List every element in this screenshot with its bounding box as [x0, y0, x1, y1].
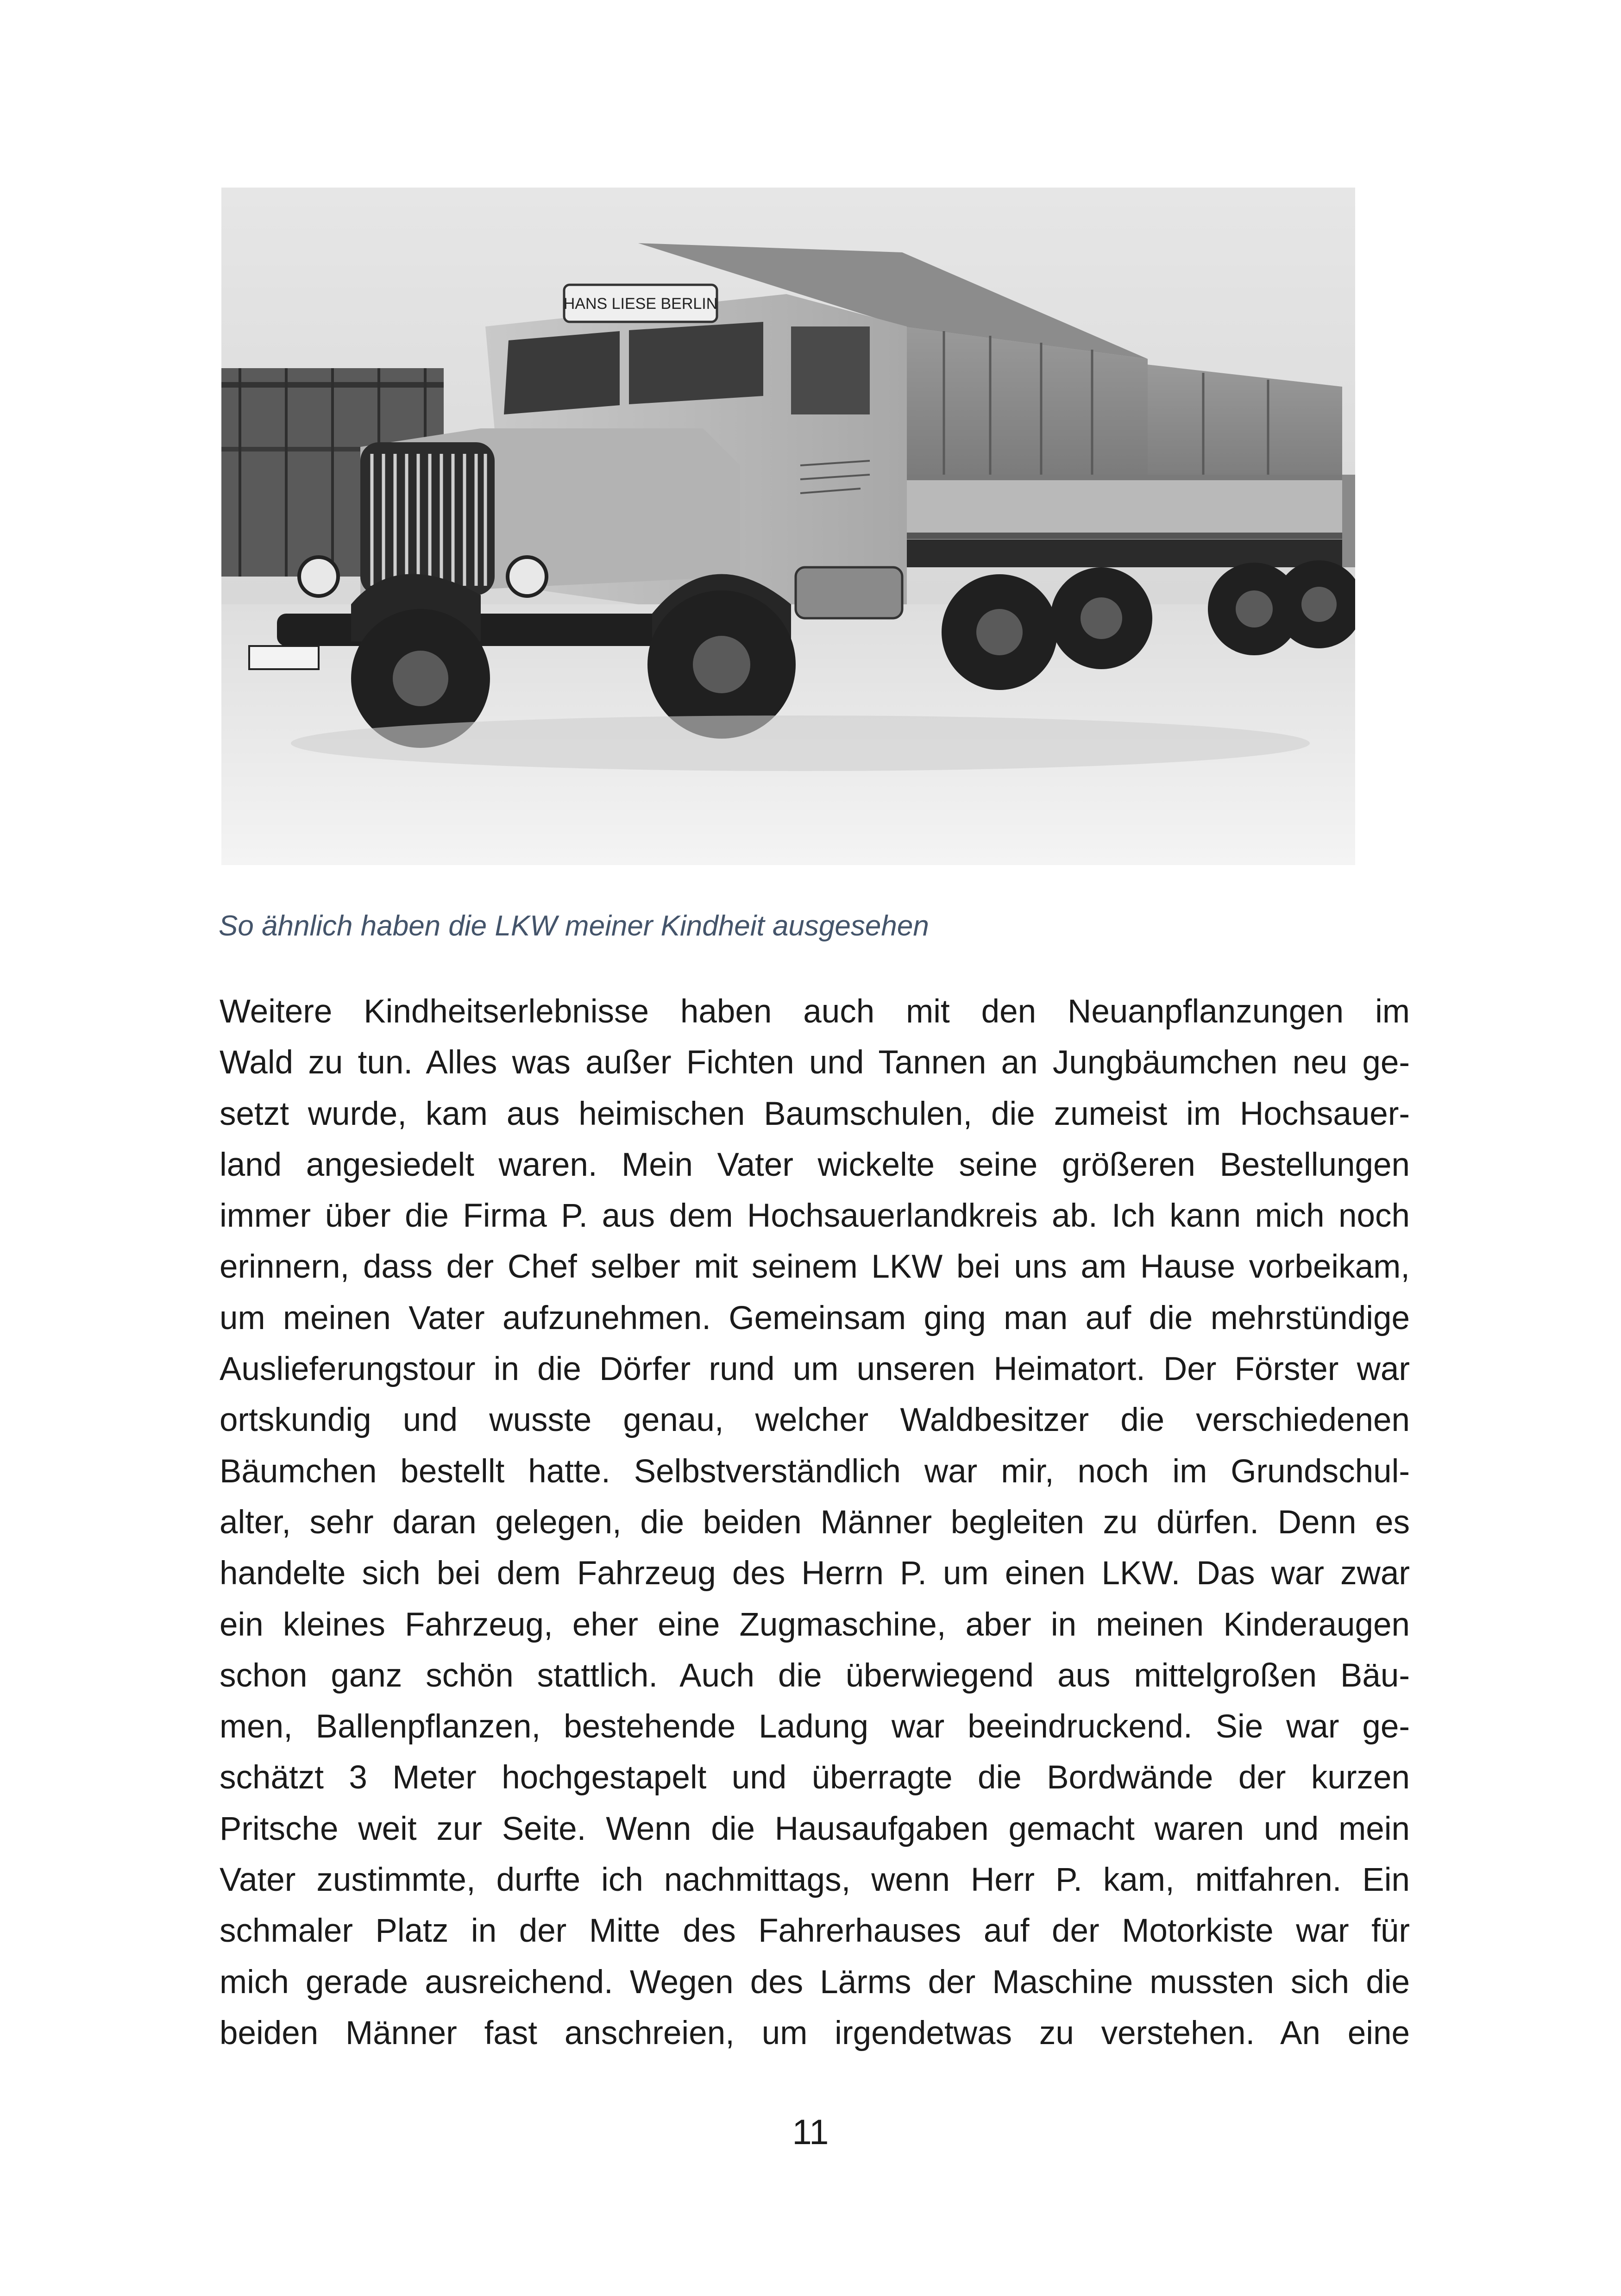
- body-line: Wald zu tun. Alles was außer Fichten und Tannen an Jungbäumchen neu ge-: [220, 1044, 1410, 1081]
- body-line: mich gerade ausreichend. Wegen des Lärms der Maschine mussten sich die: [220, 1964, 1410, 2001]
- body-line: alter, sehr daran gelegen, die beiden Männer begleiten zu dürfen. Denn es: [220, 1504, 1410, 1541]
- body-text: [220, 986, 1410, 2059]
- page-number: 11: [792, 2113, 829, 2152]
- body-line: um meinen Vater aufzunehmen. Gemeinsam ging man auf die mehrstündige: [220, 1299, 1410, 1336]
- body-line: ein kleines Fahrzeug, eher eine Zugmaschine, aber in meinen Kinderaugen: [220, 1606, 1410, 1643]
- body-line: Weitere Kindheitserlebnisse haben auch mit den Neuanpflanzungen im: [220, 993, 1410, 1030]
- body-line: beiden Männer fast anschreien, um irgendetwas zu verstehen. An eine: [220, 2014, 1410, 2051]
- body-line: land angesiedelt waren. Mein Vater wickelte seine größeren Bestellungen: [220, 1146, 1410, 1183]
- truck-photo: [221, 188, 1355, 865]
- body-line: handelte sich bei dem Fahrzeug des Herrn P. um einen LKW. Das war zwar: [220, 1555, 1410, 1592]
- body-line: setzt wurde, kam aus heimischen Baumschulen, die zumeist im Hochsauer-: [220, 1095, 1410, 1132]
- cab-sign-text: HANS LIESE BERLIN: [563, 295, 718, 313]
- body-line: Auslieferungstour in die Dörfer rund um unseren Heimatort. Der Förster war: [220, 1351, 1410, 1388]
- body-line: Bäumchen bestellt hatte. Selbstverständlich war mir, noch im Grundschul-: [220, 1453, 1410, 1490]
- body-line: schätzt 3 Meter hochgestapelt und überragte die Bordwände der kurzen: [220, 1759, 1410, 1796]
- body-line: Pritsche weit zur Seite. Wenn die Hausaufgaben gemacht waren und mein: [220, 1810, 1410, 1847]
- body-line: schmaler Platz in der Mitte des Fahrerhauses auf der Motorkiste war für: [220, 1913, 1410, 1950]
- body-line: men, Ballenpflanzen, bestehende Ladung war beeindruckend. Sie war ge-: [220, 1708, 1410, 1745]
- figure-caption: So ähnlich haben die LKW meiner Kindheit ausgesehen: [219, 910, 929, 942]
- truck-illustration: [221, 188, 1355, 865]
- body-line: erinnern, dass der Chef selber mit seinem LKW bei uns am Hause vorbeikam,: [220, 1248, 1410, 1286]
- body-line: ortskundig und wusste genau, welcher Waldbesitzer die verschiedenen: [220, 1402, 1410, 1439]
- body-line: immer über die Firma P. aus dem Hochsauerlandkreis ab. Ich kann mich noch: [220, 1198, 1410, 1235]
- body-line: schon ganz schön stattlich. Auch die überwiegend aus mittelgroßen Bäu-: [220, 1657, 1410, 1694]
- body-line: Vater zustimmte, durfte ich nachmittags, wenn Herr P. kam, mitfahren. Ein: [220, 1862, 1410, 1899]
